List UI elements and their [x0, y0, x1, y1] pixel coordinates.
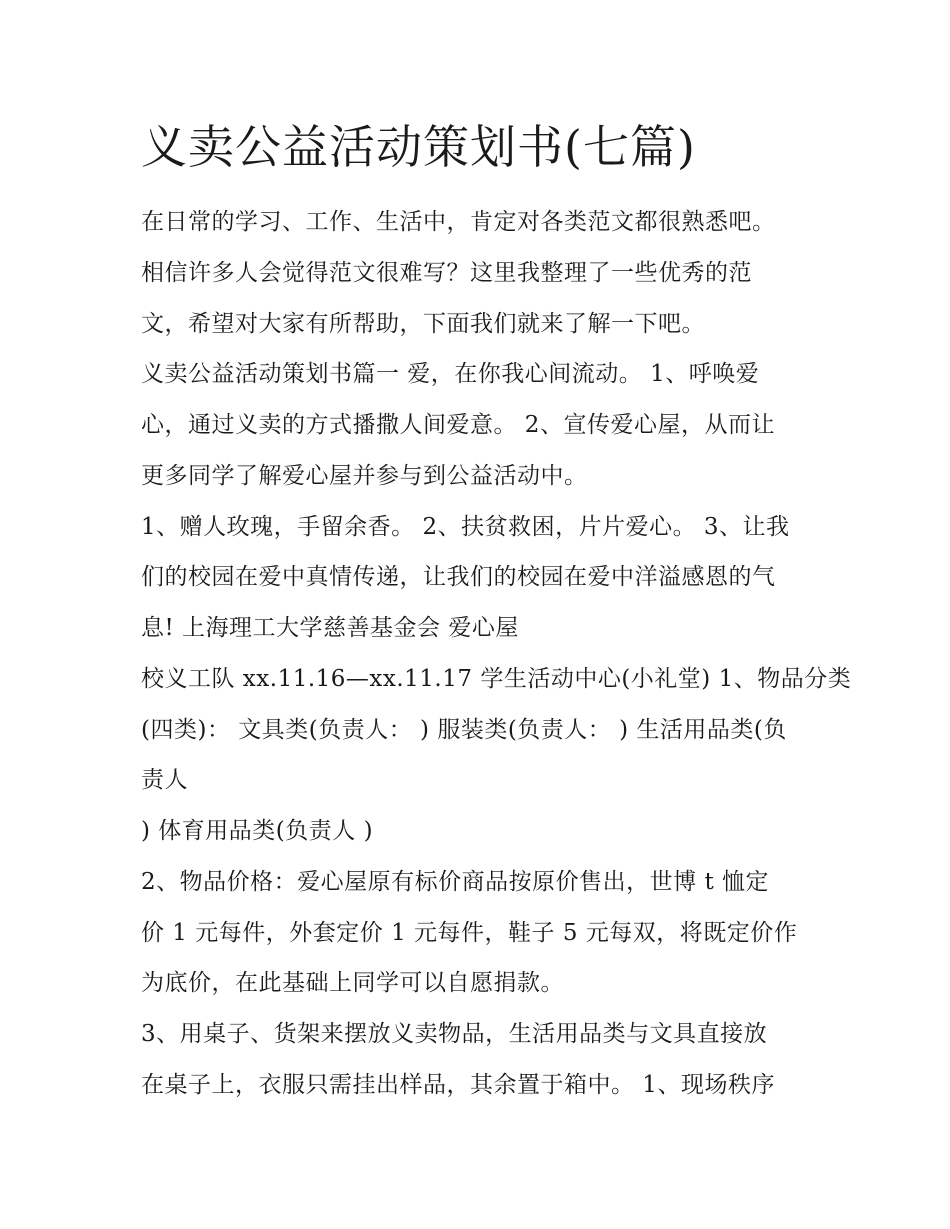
- body-line-6: 更多同学了解爱心屋并参与到公益活动中。: [141, 463, 588, 489]
- body-line-12: 责人: [141, 767, 188, 793]
- body-line-15: 价 1 元每件，外套定价 1 元每件，鞋子 5 元每双，将既定价作: [141, 920, 798, 946]
- body-line-1: 在日常的学习、工作、生活中，肯定对各类范文都很熟悉吧。: [141, 209, 776, 235]
- body-line-11: (四类)： 文具类(负责人： ) 服装类(负责人： ) 生活用品类(负: [141, 717, 787, 743]
- body-line-17: 3、用桌子、货架来摆放义卖物品，生活用品类与文具直接放: [141, 1021, 768, 1047]
- document-title: 义卖公益活动策划书(七篇): [141, 120, 696, 174]
- body-line-5: 心，通过义卖的方式播撒人间爱意。 2、宣传爱心屋，从而让: [141, 412, 775, 438]
- body-line-13: ) 体育用品类(负责人 ): [141, 818, 374, 844]
- body-line-18: 在桌子上，衣服只需挂出样品，其余置于箱中。 1、现场秩序: [141, 1072, 775, 1098]
- body-line-7: 1、赠人玫瑰，手留余香。 2、扶贫救困，片片爱心。 3、让我: [141, 514, 790, 540]
- body-line-9: 息! 上海理工大学慈善基金会 爱心屋: [141, 615, 519, 641]
- body-line-8: 们的校园在爱中真情传递，让我们的校园在爱中洋溢感恩的气: [141, 564, 776, 590]
- body-line-4: 义卖公益活动策划书篇一 爱，在你我心间流动。 1、呼唤爱: [141, 361, 760, 387]
- body-line-2: 相信许多人会觉得范文很难写？这里我整理了一些优秀的范: [141, 260, 752, 286]
- body-line-14: 2、物品价格：爱心屋原有标价商品按原价售出，世博 t 恤定: [141, 869, 769, 895]
- body-line-16: 为底价，在此基础上同学可以自愿捐款。: [141, 970, 564, 996]
- body-line-3: 文，希望对大家有所帮助，下面我们就来了解一下吧。: [141, 311, 705, 337]
- body-line-10: 校义工队 xx.11.16—xx.11.17 学生活动中心(小礼堂) 1、物品分类: [141, 666, 852, 692]
